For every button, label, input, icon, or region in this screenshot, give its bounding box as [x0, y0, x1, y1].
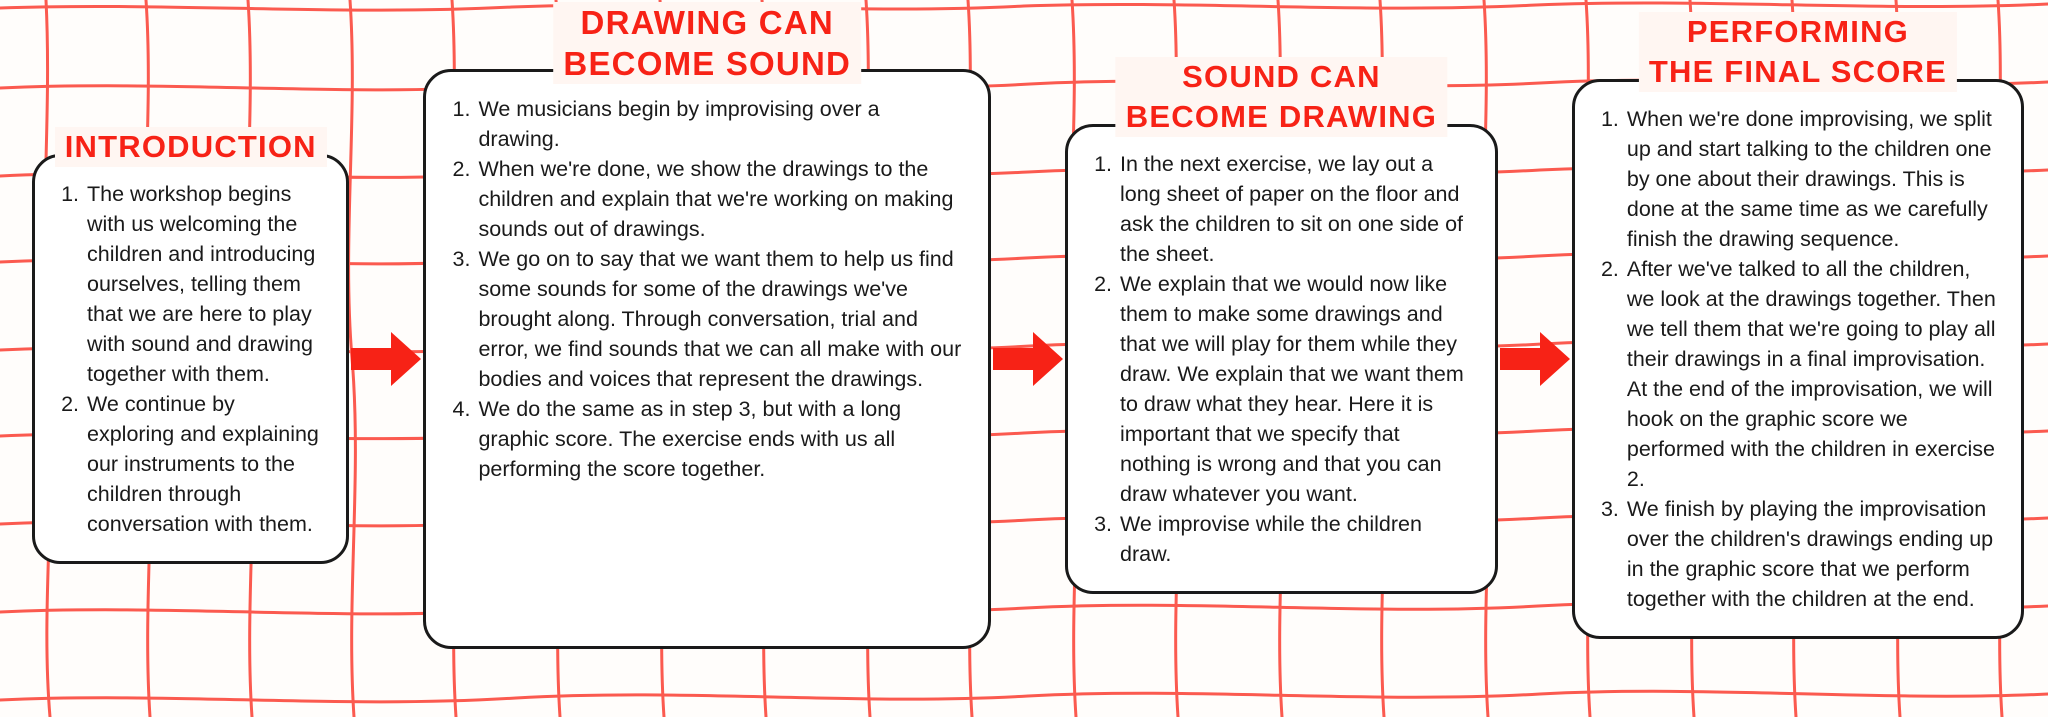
list-item: 3. We finish by playing the improvisation over the children's drawings ending up in the graphic score that we perform together with the children at the end.: [1625, 494, 1997, 614]
step-card: [1572, 13, 2024, 639]
flow-step-introduction: [32, 128, 349, 564]
step-title: [55, 127, 327, 167]
list-item: 4. We do the same as in step 3, but with a long graphic score. The exercise ends with us all performing the score together.: [476, 394, 964, 484]
list-item: 3. We improvise while the children draw.: [1118, 509, 1471, 569]
flow-arrow-2: [991, 323, 1065, 395]
flow-step-performing-the-final-score: [1572, 13, 2024, 639]
step-card: [1065, 58, 1498, 594]
step-title-line: THE FINAL SCORE: [1649, 52, 1947, 92]
list-item: 2. When we're done, we show the drawings to the children and explain that we're working on making sounds out of drawings.: [476, 154, 964, 244]
list-item: 2. We explain that we would now like them to make some drawings and that we will play for them while they draw. We explain that we want them to draw what they hear. Here it is important that we specify that nothing is wrong and that you can draw whatever you want.: [1118, 269, 1471, 509]
step-card: [423, 3, 991, 649]
list-item: 1. In the next exercise, we lay out a long sheet of paper on the floor and ask the children to sit on one side of the sheet.: [1118, 149, 1471, 269]
step-title: [553, 2, 861, 84]
right-arrow-icon: [349, 329, 423, 389]
step-item-list: [55, 179, 322, 539]
flow-step-drawing-can-become-sound: [423, 3, 991, 649]
step-title: [1639, 12, 1957, 92]
list-item: 1. We musicians begin by improvising over a drawing.: [476, 94, 964, 154]
step-title-line: BECOME SOUND: [563, 44, 852, 82]
step-title-line: BECOME DRAWING: [1126, 97, 1437, 137]
step-title-line: SOUND CAN: [1126, 57, 1437, 97]
right-arrow-icon: [991, 329, 1065, 389]
flow-arrow-1: [349, 323, 423, 395]
step-title-line: INTRODUCTION: [65, 127, 317, 167]
list-item: 3. We go on to say that we want them to help us find some sounds for some of the drawings we've brought along. Through conversation, trial and error, we find sounds that we can all make with our bodies and voices that represent the drawings.: [476, 244, 964, 394]
step-item-list: [446, 94, 964, 484]
list-item: 2. We continue by exploring and explaining our instruments to the children through conversation with them.: [85, 389, 322, 539]
step-item-list: [1088, 149, 1471, 569]
list-item: 1. When we're done improvising, we split up and start talking to the children one by one about their drawings. This is done at the same time as we carefully finish the drawing sequence.: [1625, 104, 1997, 254]
step-title-line: PERFORMING: [1649, 12, 1947, 52]
list-item: 2. After we've talked to all the children, we look at the drawings together. Then we tell them that we're going to play all their drawings in a final improvisation. At the end of the improvisation, we will hook on the graphic score we performed with the children in exercise 2.: [1625, 254, 1997, 494]
step-item-list: [1595, 104, 1997, 614]
list-item: 1. The workshop begins with us welcoming the children and introducing ourselves, telling them that we are here to play with sound and drawing together with them.: [85, 179, 322, 389]
step-title-line: DRAWING CAN: [563, 2, 851, 43]
step-title: [1116, 57, 1447, 137]
step-card: [32, 128, 349, 564]
flow-step-sound-can-become-drawing: [1065, 58, 1498, 594]
right-arrow-icon: [1498, 329, 1572, 389]
flow-arrow-3: [1498, 323, 1572, 395]
